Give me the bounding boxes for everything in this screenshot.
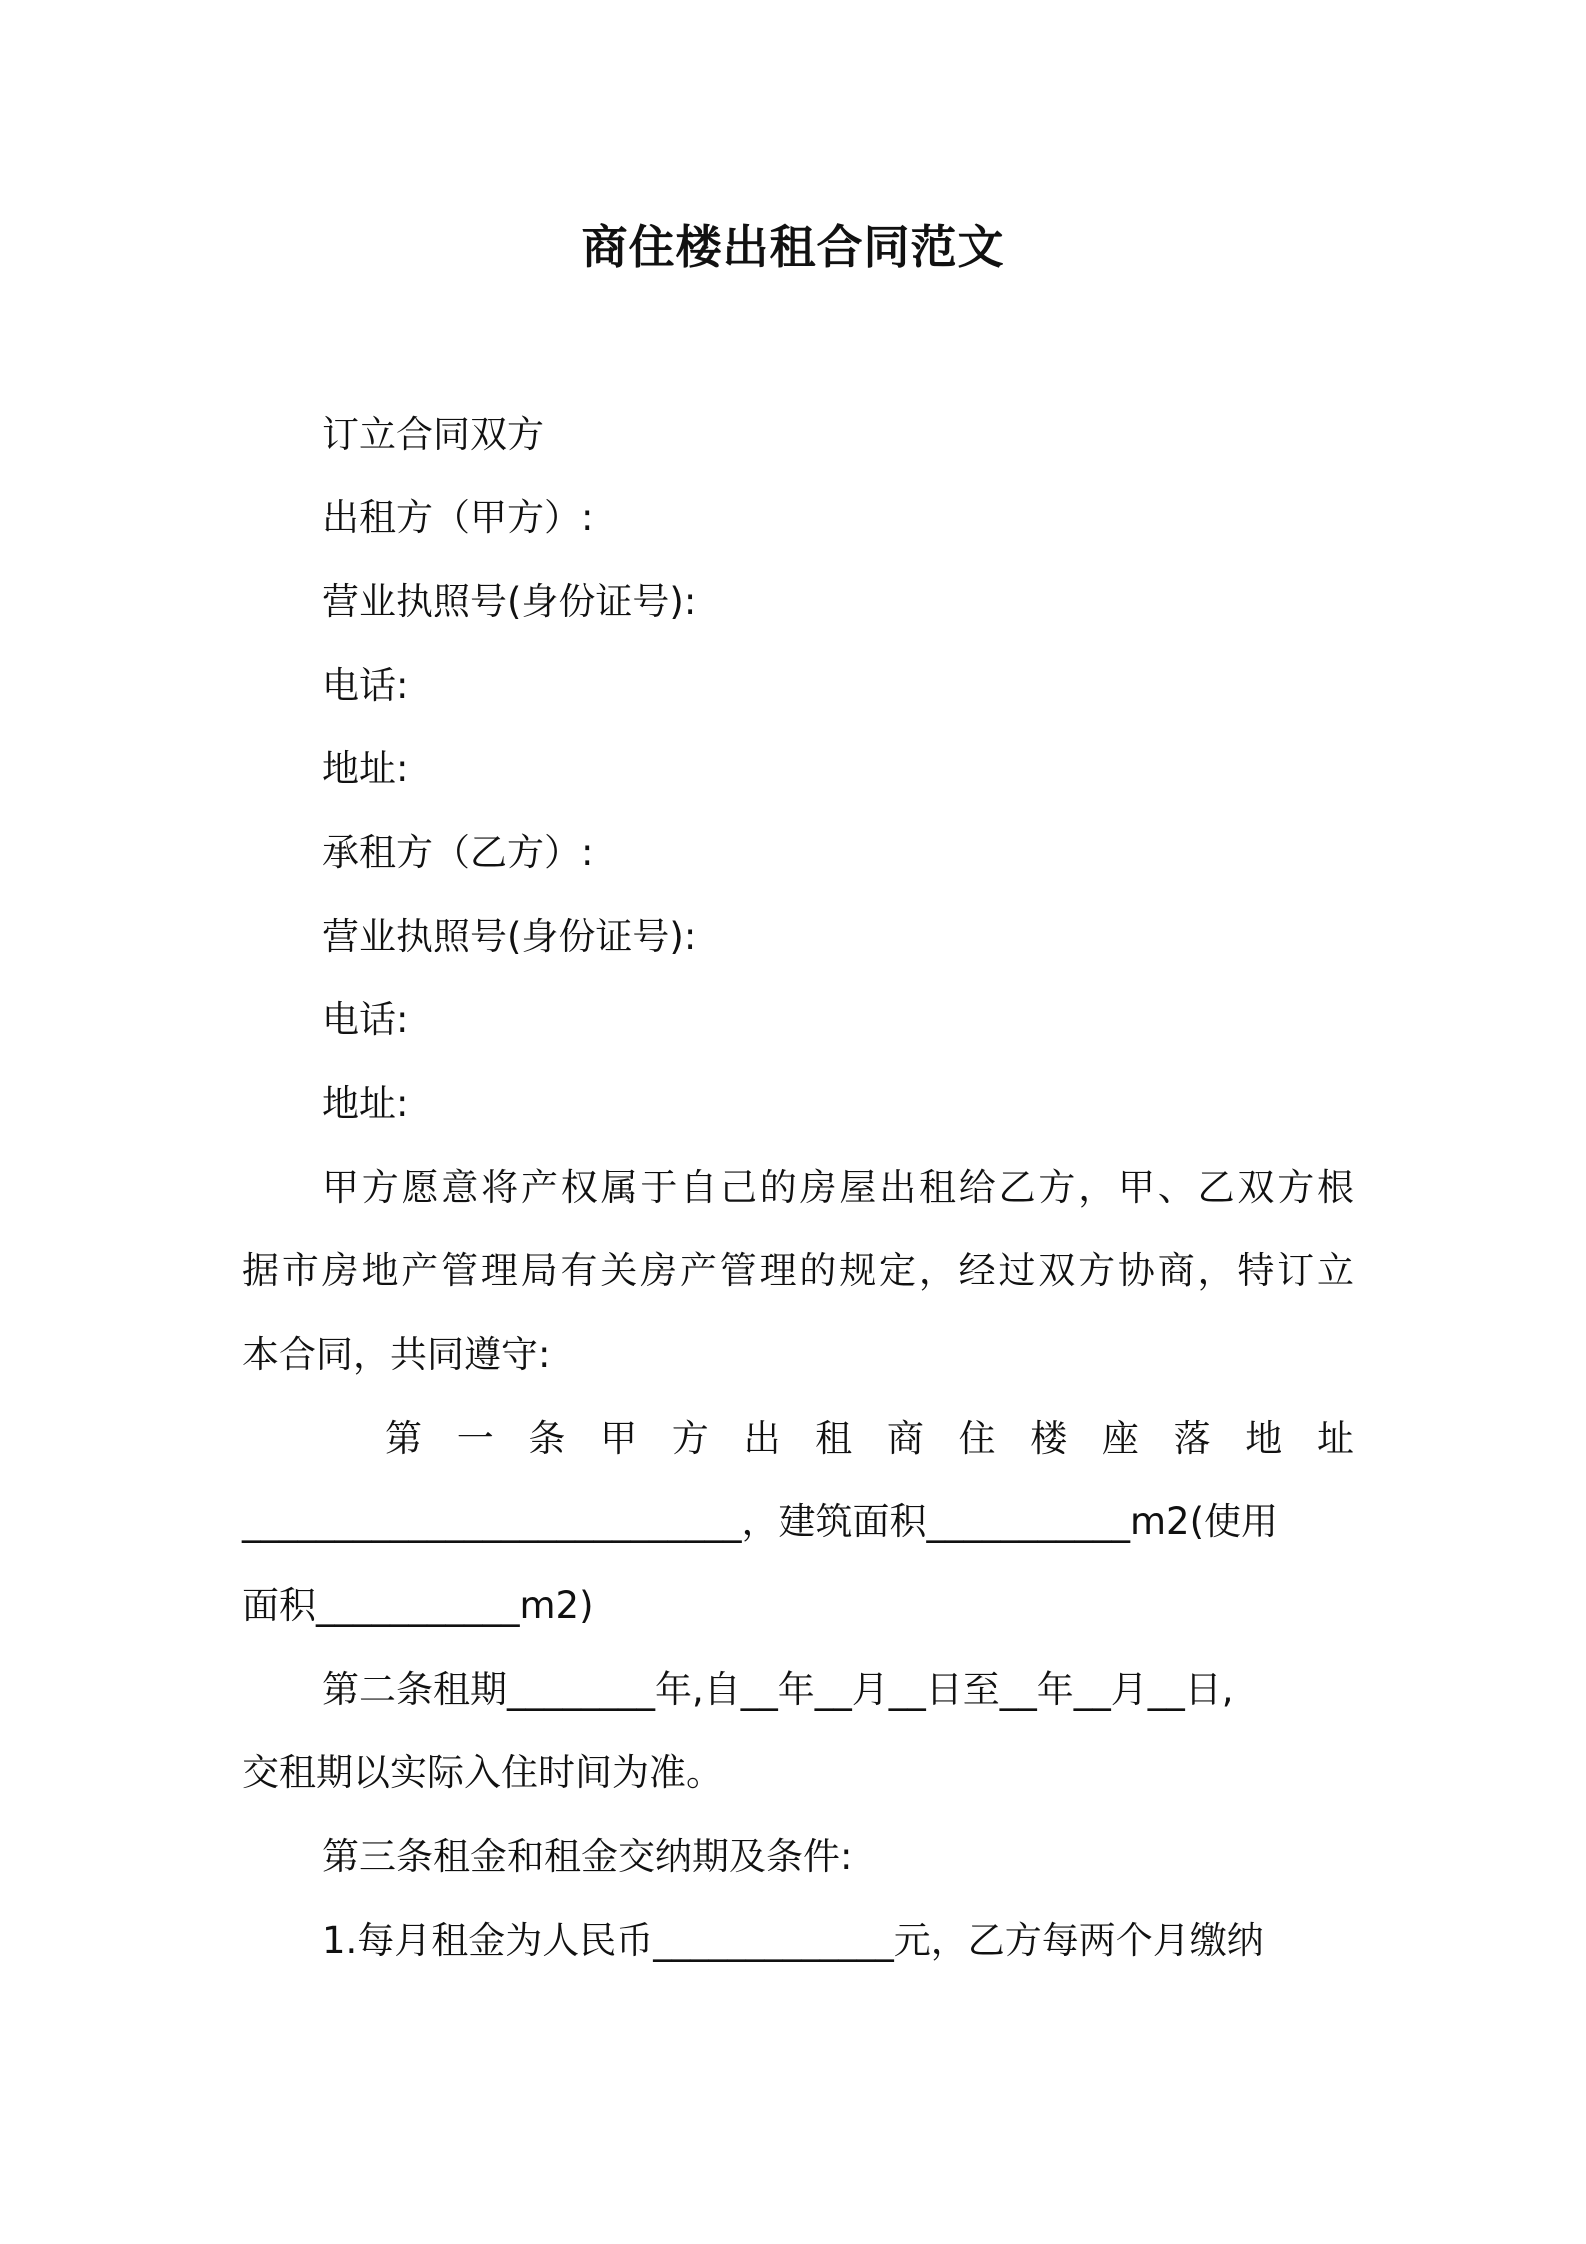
article1-char: 一: [456, 1417, 494, 1460]
article1-char: 楼: [1030, 1417, 1068, 1460]
article1-char: 第: [385, 1417, 422, 1460]
lessee-license-field: 营业执照号(身份证号):: [322, 915, 697, 958]
article1-char: 落: [1173, 1417, 1211, 1460]
article1-heading: [385, 1414, 1354, 1464]
article1-char: 住: [958, 1417, 996, 1460]
article1-char: 址: [1316, 1417, 1354, 1460]
intro-paragraph-line: 本合同，共同遵守:: [242, 1333, 551, 1376]
article1-char: 座: [1101, 1417, 1139, 1460]
lessor-label: 出租方（甲方）:: [322, 496, 594, 539]
article1-line: ___________________________，建筑面积___________m2(使用: [242, 1500, 1279, 1543]
parties-heading: 订立合同双方: [322, 413, 544, 456]
article2-line: 交租期以实际入住时间为准。: [242, 1751, 723, 1794]
article1-line: 面积___________m2): [242, 1584, 594, 1627]
article2-line: 第二条租期________年,自__年__月__日至__年__月__日,: [322, 1668, 1234, 1711]
lessor-address-field: 地址:: [322, 747, 409, 790]
lessee-label: 承租方（乙方）:: [322, 831, 594, 874]
lessee-address-field: 地址:: [322, 1082, 409, 1125]
article1-char: 甲: [600, 1417, 638, 1460]
article1-char: 商: [886, 1417, 924, 1460]
article3-heading: 第三条租金和租金交纳期及条件:: [322, 1835, 853, 1878]
lessee-phone-field: 电话:: [322, 998, 409, 1041]
lessor-phone-field: 电话:: [322, 664, 409, 707]
article1-char: 地: [1245, 1417, 1283, 1460]
lessor-license-field: 营业执照号(身份证号):: [322, 580, 697, 623]
intro-paragraph-line: 甲方愿意将产权属于自己的房屋出租给乙方，甲、乙双方根: [322, 1166, 1354, 1209]
article1-char: 租: [815, 1417, 853, 1460]
article1-char: 出: [743, 1417, 781, 1460]
article1-char: 方: [671, 1417, 709, 1460]
article3-item: 1.每月租金为人民币_____________元，乙方每两个月缴纳: [322, 1919, 1264, 1962]
article1-char: 条: [528, 1417, 566, 1460]
document-title: 商住楼出租合同范文: [581, 220, 1005, 274]
intro-paragraph-line: 据市房地产管理局有关房产管理的规定，经过双方协商，特订立: [242, 1249, 1354, 1292]
